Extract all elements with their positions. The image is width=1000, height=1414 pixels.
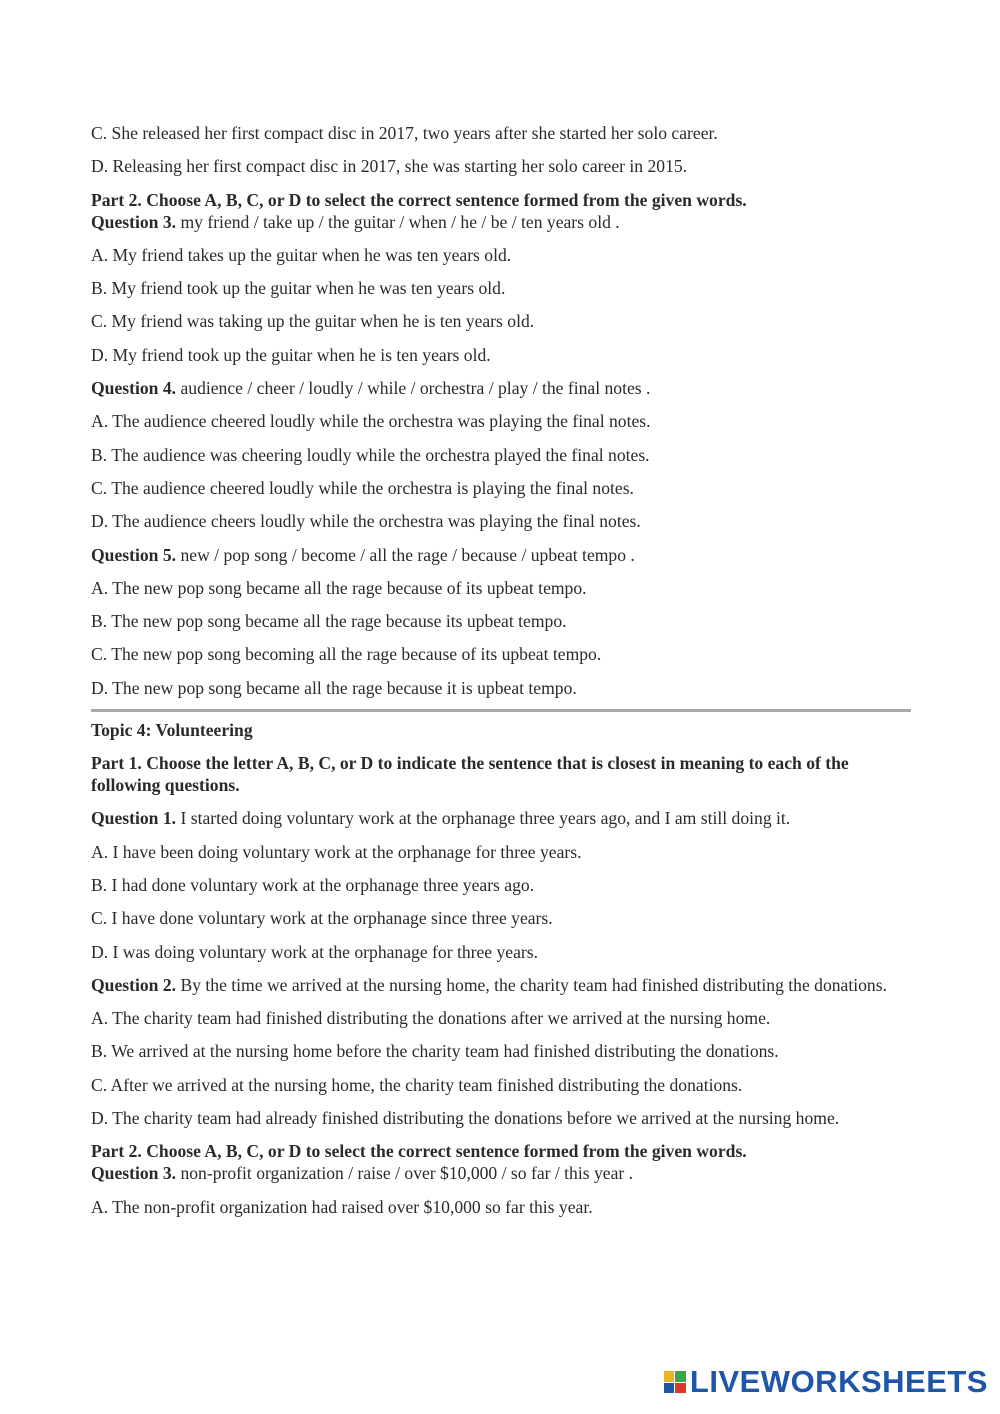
option-d: D. The charity team had already finished distributing the donations before we arrived at the nursing home. xyxy=(91,1108,840,1129)
question-4 xyxy=(91,377,911,399)
part-2-heading: Part 2. Choose A, B, C, or D to select the correct sentence formed from the given words. xyxy=(91,1141,747,1162)
option-a: A. The charity team had finished distributing the donations after we arrived at the nursing home. xyxy=(91,1008,771,1029)
part-2-heading: Part 2. Choose A, B, C, or D to select the correct sentence formed from the given words. xyxy=(91,189,747,210)
question-text: By the time we arrived at the nursing home, the charity team had finished distributing the donations. xyxy=(176,974,887,995)
question-label: Question 3. xyxy=(91,1163,177,1184)
option-a: A. The audience cheered loudly while the orchestra was playing the final notes. xyxy=(91,411,651,432)
liveworksheets-logo-icon xyxy=(664,1371,686,1393)
worksheet-page xyxy=(91,122,911,1229)
liveworksheets-logo xyxy=(664,1364,988,1400)
question-text: I started doing voluntary work at the orphanage three years ago, and I am still doing it. xyxy=(176,808,791,829)
question-text: non-profit organization / raise / over $10,000 / so far / this year . xyxy=(176,1163,634,1184)
option-a: A. The new pop song became all the rage because of its upbeat tempo. xyxy=(91,577,587,598)
logo-text: LIVEWORKSHEETS xyxy=(689,1364,988,1399)
option-c: C. I have done voluntary work at the orphanage since three years. xyxy=(91,908,553,929)
section-divider xyxy=(91,709,911,712)
option-b: B. I had done voluntary work at the orphanage three years ago. xyxy=(91,874,535,895)
option-a: A. The non-profit organization had raised over $10,000 so far this year. xyxy=(91,1196,593,1217)
option-d: D. The audience cheers loudly while the orchestra was playing the final notes. xyxy=(91,511,641,532)
part-1-heading: Part 1. Choose the letter A, B, C, or D to indicate the sentence that is closest in meaning to each of the following questions. xyxy=(91,753,849,796)
option-b: B. The audience was cheering loudly while the orchestra played the final notes. xyxy=(91,444,650,465)
option-d: D. Releasing her first compact disc in 2017, she was starting her solo career in 2015. xyxy=(91,156,688,177)
question-5 xyxy=(91,544,911,566)
question-label: Question 4. xyxy=(91,378,177,399)
option-c: C. The new pop song becoming all the rage because of its upbeat tempo. xyxy=(91,644,602,665)
option-d: D. The new pop song became all the rage because it is upbeat tempo. xyxy=(91,677,577,698)
question-label: Question 5. xyxy=(91,544,177,565)
question-label: Question 1. xyxy=(91,808,177,829)
question-2 xyxy=(91,974,911,996)
question-3 xyxy=(91,1162,911,1184)
option-c: C. She released her first compact disc in 2017, two years after she started her solo career. xyxy=(91,123,718,143)
option-a: A. My friend takes up the guitar when he was ten years old. xyxy=(91,244,512,265)
option-a: A. I have been doing voluntary work at the orphanage for three years. xyxy=(91,841,582,862)
question-label: Question 2. xyxy=(91,974,177,995)
question-3 xyxy=(91,211,911,233)
question-label: Question 3. xyxy=(91,211,177,232)
option-d: D. My friend took up the guitar when he is ten years old. xyxy=(91,344,491,365)
question-1 xyxy=(91,807,911,829)
question-text: my friend / take up / the guitar / when / he / be / ten years old . xyxy=(176,211,620,232)
option-b: B. The new pop song became all the rage because its upbeat tempo. xyxy=(91,611,567,632)
option-d: D. I was doing voluntary work at the orphanage for three years. xyxy=(91,941,539,962)
topic-heading: Topic 4: Volunteering xyxy=(91,719,253,740)
option-c: C. My friend was taking up the guitar when he is ten years old. xyxy=(91,311,535,332)
question-text: audience / cheer / loudly / while / orchestra / play / the final notes . xyxy=(176,378,651,399)
option-c: C. The audience cheered loudly while the orchestra is playing the final notes. xyxy=(91,477,634,498)
option-b: B. My friend took up the guitar when he was ten years old. xyxy=(91,278,506,299)
option-b: B. We arrived at the nursing home before the charity team had finished distributing the donations. xyxy=(91,1041,779,1062)
option-c: C. After we arrived at the nursing home, the charity team finished distributing the donations. xyxy=(91,1074,743,1095)
question-text: new / pop song / become / all the rage / because / upbeat tempo . xyxy=(176,544,635,565)
